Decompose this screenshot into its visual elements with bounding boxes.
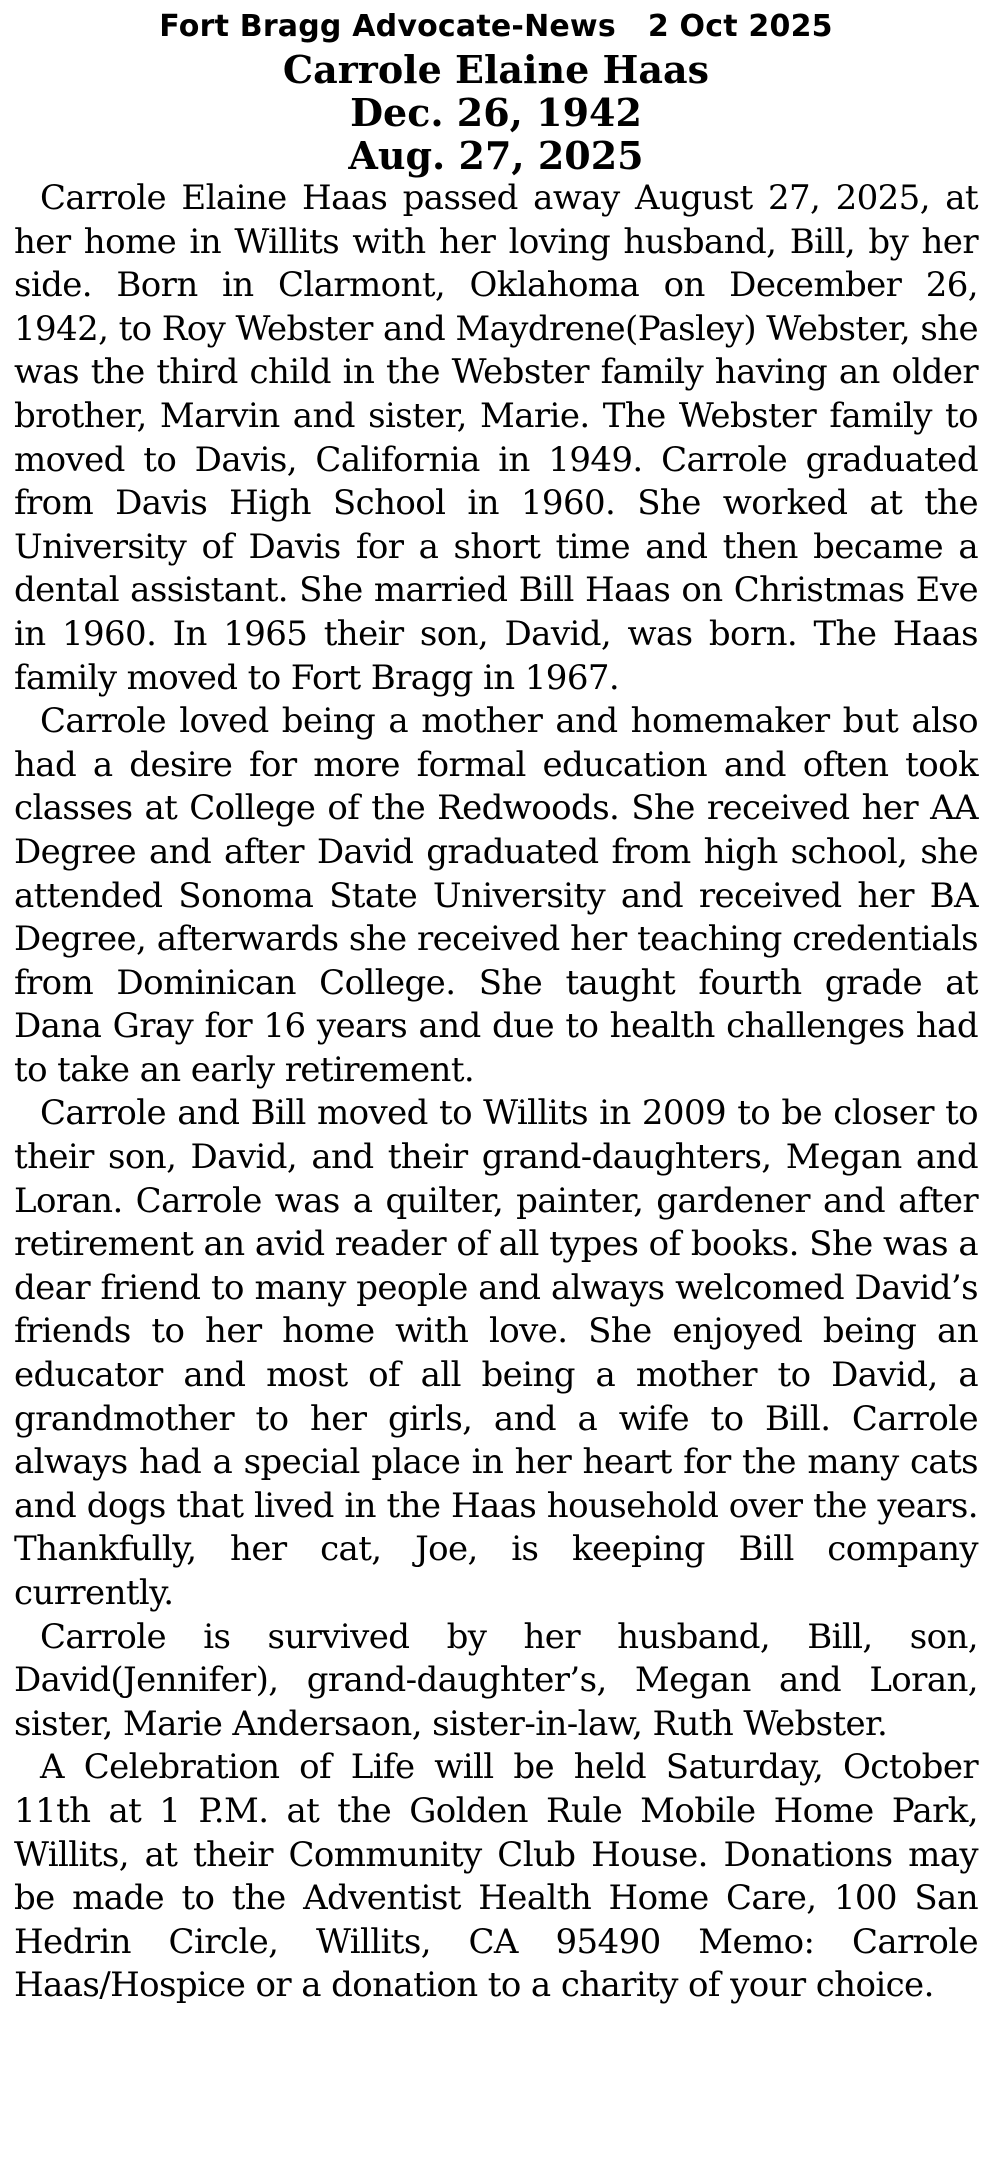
paragraph-life-summary: Carrole Elaine Haas passed away August 27, 2025, at her home in Willits with her loving husband, Bill, by her side. Born in Clarmont, Oklahoma on December 26, 1942, to Roy Webster and Maydrene(Pasley) Webster, she was the third child in the Webster family having an older brother, Marvin and sister, Marie. The Webster family to moved to Davis, California in 1949. Carrole graduated from Davis High School in 1960. She worked at the University of Davis for a short time and then became a dental assistant. She married Bill Haas on Christmas Eve in 1960. In 1965 their son, David, was born. The Haas family moved to Fort Bragg in 1967.	[14, 178, 978, 698]
paragraph-celebration-of-life: A Celebration of Life will be held Saturday, October 11th at 1 P.M. at the Golden Rule Mobile Home Park, Willits, at their Community Club House. Donations may be made to the Adventist Health Home Care, 100 San Hedrin Circle, Willits, CA 95490 Memo: Carrole Haas/Hospice or a donation to a charity of your choice.	[14, 1747, 978, 2006]
paragraph-survivors: Carrole is survived by her husband, Bill, son, David(Jennifer), grand-daughter’s, Megan and Loran, sister, Marie Andersaon, sister-in-law, Ruth Webster.	[14, 1616, 978, 1744]
obituary-body	[14, 177, 978, 2008]
paragraph-education-career: Carrole loved being a mother and homemaker but also had a desire for more formal education and often took classes at College of the Redwoods. She received her AA Degree and after David graduated from high school, she attended Sonoma State University and received her BA Degree, afterwards she received her teaching credentials from Dominican College. She taught fourth grade at Dana Gray for 16 years and due to health challenges had to take an early retirement.	[14, 701, 978, 1090]
publication-source: Fort Bragg Advocate-News 2 Oct 2025	[159, 9, 833, 44]
obituary-heading	[14, 48, 978, 177]
birth-date: Dec. 26, 1942	[350, 90, 642, 135]
death-date: Aug. 27, 2025	[348, 133, 644, 178]
paragraph-later-life: Carrole and Bill moved to Willits in 2009 to be closer to their son, David, and their grand-daughters, Megan and Loran. Carrole was a quilter, painter, gardener and after retirement an avid reader of all types of books. She was a dear friend to many people and always welcomed David’s friends to her home with love. She enjoyed being an educator and most of all being a mother to David, a grandmother to her girls, and a wife to Bill. Carrole always had a special place in her heart for the many cats and dogs that lived in the Haas household over the years. Thankfully, her cat, Joe, is keeping Bill company currently.	[14, 1093, 978, 1613]
deceased-name: Carrole Elaine Haas	[282, 47, 710, 92]
